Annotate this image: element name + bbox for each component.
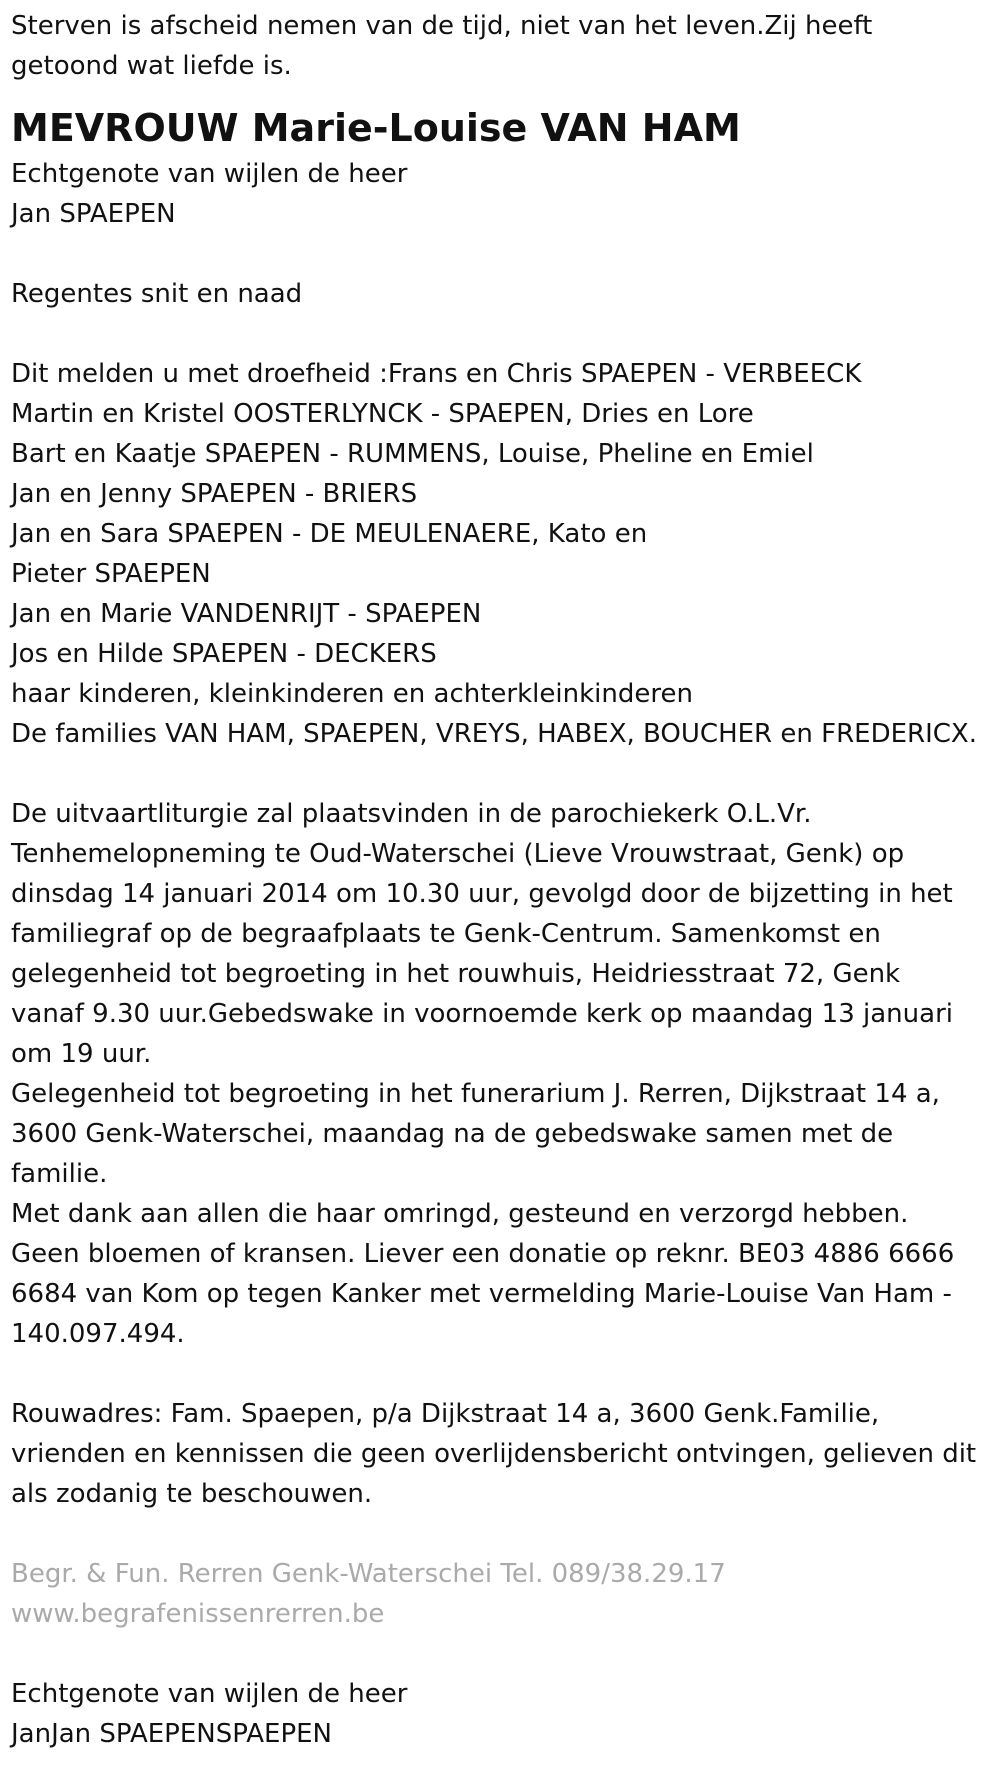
mourner-line: Martin en Kristel OOSTERLYNCK - SPAEPEN, Dries en Lore (11, 399, 754, 429)
mourner-line: Jan en Marie VANDENRIJT - SPAEPEN (11, 599, 482, 629)
spouse-info (11, 154, 990, 234)
intro-quote-line: getoond wat liefde is. (11, 51, 292, 81)
spacer (11, 314, 990, 354)
ceremony-line: gelegenheid tot begroeting in het rouwhuis, Heidriesstraat 72, Genk (11, 959, 901, 989)
footer-line: Echtgenote van wijlen de heer (11, 1679, 408, 1709)
ceremony-line: 140.097.494. (11, 1319, 185, 1349)
spacer (11, 1634, 990, 1674)
ceremony-line: vanaf 9.30 uur.Gebedswake in voornoemde kerk op maandag 13 januari (11, 999, 953, 1029)
funeral-home (11, 1554, 990, 1634)
spacer (11, 234, 990, 274)
footer-line: JanJan SPAEPENSPAEPEN (11, 1719, 333, 1749)
funeral-home-line: Begr. & Fun. Rerren Genk-Waterschei Tel. 089/38.29.17 (11, 1559, 726, 1589)
condolence-address (11, 1394, 990, 1514)
ceremony-line: Met dank aan allen die haar omringd, gesteund en verzorgd hebben. (11, 1199, 909, 1229)
intro-quote (11, 6, 990, 86)
spacer (11, 754, 990, 794)
ceremony-line: 6684 van Kom op tegen Kanker met vermelding Marie-Louise Van Ham - (11, 1279, 952, 1309)
footer-spouse (11, 1674, 990, 1754)
spouse-line: Echtgenote van wijlen de heer (11, 159, 408, 189)
ceremony-line: dinsdag 14 januari 2014 om 10.30 uur, gevolgd door de bijzetting in het (11, 879, 953, 909)
parish (11, 274, 990, 314)
mourners-list (11, 354, 990, 754)
address-line: als zodanig te beschouwen. (11, 1479, 373, 1509)
ceremony-line: Geen bloemen of kransen. Liever een donatie op reknr. BE03 4886 6666 (11, 1239, 955, 1269)
spouse-line: Jan SPAEPEN (11, 199, 176, 229)
ceremony-line: Gelegenheid tot begroeting in het funerarium J. Rerren, Dijkstraat 14 a, (11, 1079, 940, 1109)
parish-line: Regentes snit en naad (11, 279, 303, 309)
mourner-line: Pieter SPAEPEN (11, 559, 211, 589)
mourner-line: haar kinderen, kleinkinderen en achterkleinkinderen (11, 679, 693, 709)
ceremony-details (11, 794, 990, 1354)
deceased-name: MEVROUW Marie-Louise VAN HAM (11, 106, 741, 150)
ceremony-line: om 19 uur. (11, 1039, 152, 1069)
mourner-line: Bart en Kaatje SPAEPEN - RUMMENS, Louise, Pheline en Emiel (11, 439, 814, 469)
ceremony-line: familie. (11, 1159, 108, 1189)
intro-quote-line: Sterven is afscheid nemen van de tijd, niet van het leven.Zij heeft (11, 11, 873, 41)
ceremony-line: Tenhemelopneming te Oud-Waterschei (Lieve Vrouwstraat, Genk) op (11, 839, 905, 869)
mourner-line: De families VAN HAM, SPAEPEN, VREYS, HABEX, BOUCHER en FREDERICX. (11, 719, 977, 749)
mourner-line: Jan en Jenny SPAEPEN - BRIERS (11, 479, 418, 509)
spacer (11, 1354, 990, 1394)
ceremony-line: De uitvaartliturgie zal plaatsvinden in de parochiekerk O.L.Vr. (11, 799, 812, 829)
mourner-line: Jos en Hilde SPAEPEN - DECKERS (11, 639, 437, 669)
ceremony-line: familiegraf op de begraafplaats te Genk-Centrum. Samenkomst en (11, 919, 881, 949)
address-line: Rouwadres: Fam. Spaepen, p/a Dijkstraat 14 a, 3600 Genk.Familie, (11, 1399, 880, 1429)
funeral-home-website[interactable]: www.begrafenissenrerren.be (11, 1599, 385, 1629)
ceremony-line: 3600 Genk-Waterschei, maandag na de gebedswake samen met de (11, 1119, 894, 1149)
address-line: vrienden en kennissen die geen overlijdensbericht ontvingen, gelieven dit (11, 1439, 977, 1469)
mourner-line: Jan en Sara SPAEPEN - DE MEULENAERE, Kato en (11, 519, 648, 549)
spacer (11, 1514, 990, 1554)
mourner-line: Dit melden u met droefheid :Frans en Chris SPAEPEN - VERBEECK (11, 359, 862, 389)
